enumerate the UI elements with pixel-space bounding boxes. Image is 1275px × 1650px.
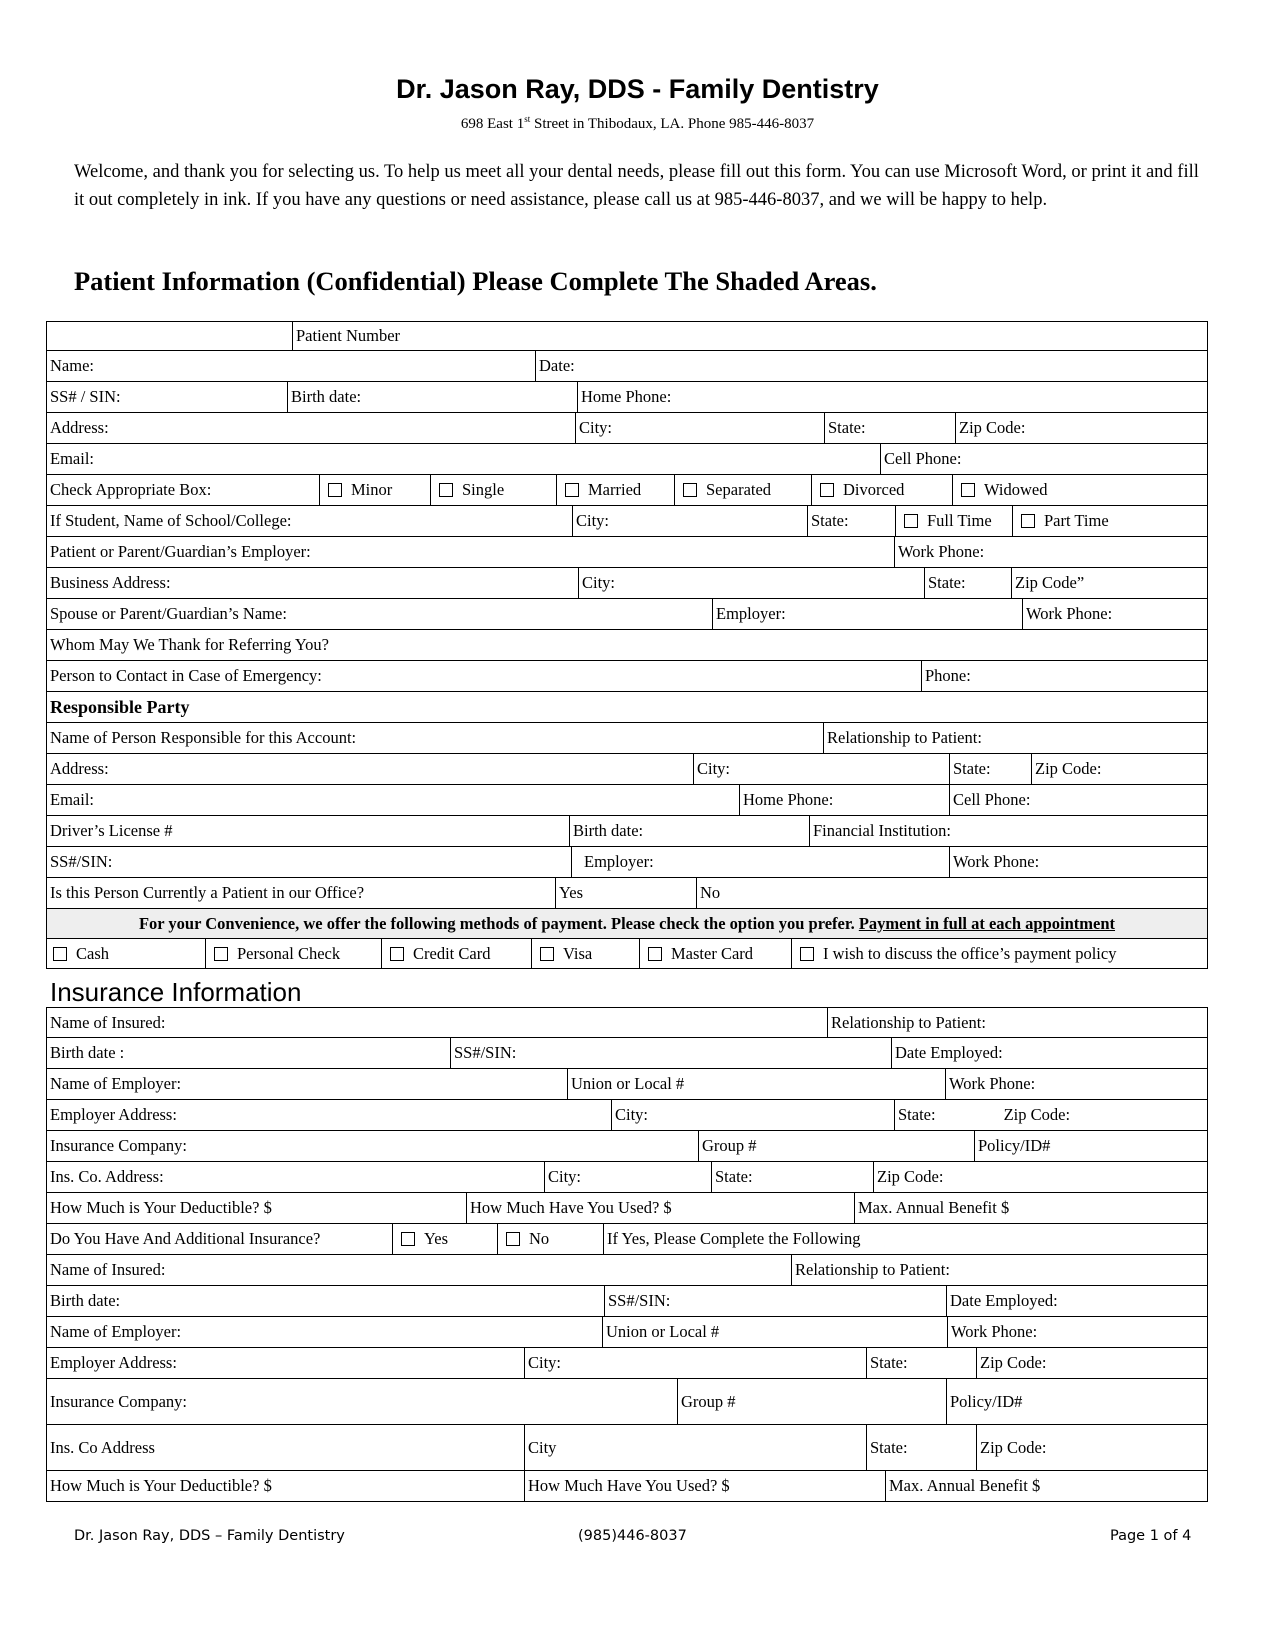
insured2-ss-field[interactable]: SS#/SIN: [604, 1286, 946, 1316]
ins-co-city-field[interactable]: City: [544, 1162, 711, 1192]
address-part: Street in Thibodaux, LA. Phone 985-446-8037 [530, 116, 815, 132]
table-row [46, 1255, 1208, 1286]
insurance2-company-field[interactable]: Insurance Company: [50, 1391, 188, 1411]
business-zip-field[interactable]: Zip Code” [1011, 568, 1207, 598]
table-row [46, 785, 1208, 816]
option-label: Visa [563, 943, 593, 963]
option-label: Minor [351, 480, 393, 499]
current-patient-no[interactable]: No [696, 878, 1207, 908]
additional-insurance-label: Do You Have And Additional Insurance? [50, 1229, 321, 1248]
table-row [46, 1038, 1208, 1069]
table-row [46, 1193, 1208, 1224]
checkbox[interactable] [390, 947, 404, 961]
school-city-field[interactable]: City: [572, 506, 807, 536]
table-row [46, 1131, 1208, 1162]
cash-option[interactable] [47, 939, 205, 968]
state-field[interactable]: State: [824, 413, 955, 443]
option-label: Part Time [1044, 511, 1109, 530]
practice-address [0, 114, 1275, 133]
insured-date-employed-field[interactable]: Date Employed: [891, 1038, 1207, 1068]
date-field[interactable]: Date: [535, 351, 1207, 381]
blank-cell [47, 322, 292, 350]
full-time-option[interactable] [895, 506, 1012, 536]
license-field[interactable]: Driver’s License # [50, 821, 173, 840]
responsible-party-heading: Responsible Party [50, 696, 190, 717]
ins2-co-state-field[interactable]: State: [866, 1425, 976, 1470]
responsible-cell-phone-field[interactable]: Cell Phone: [949, 785, 1207, 815]
deductible-field[interactable]: How Much is Your Deductible? $ [50, 1198, 272, 1217]
insured2-birth-date-field[interactable]: Birth date: [50, 1291, 121, 1310]
table-row [46, 878, 1208, 909]
insurance-group-field[interactable]: Group # [698, 1131, 974, 1161]
table-row [46, 816, 1208, 847]
referral-field[interactable]: Whom May We Thank for Referring You? [50, 635, 329, 654]
responsible-address-field[interactable]: Address: [50, 759, 109, 778]
checkbox[interactable] [820, 483, 834, 497]
responsible-birth-date-field[interactable]: Birth date: [569, 816, 809, 846]
table-row [46, 754, 1208, 785]
divorced-option[interactable] [811, 475, 952, 505]
additional-no-option[interactable] [497, 1224, 603, 1254]
table-row [46, 1348, 1208, 1379]
patient-number-field[interactable]: Patient Number [292, 322, 1207, 350]
insured2-name-field[interactable]: Name of Insured: [50, 1260, 166, 1279]
table-row [46, 475, 1208, 506]
checkbox[interactable] [648, 947, 662, 961]
table-row [46, 321, 1208, 351]
city-field[interactable]: City: [575, 413, 824, 443]
table-row [46, 1100, 1208, 1131]
insured-employer-state-field[interactable] [894, 1100, 1207, 1130]
table-row [46, 1007, 1208, 1038]
address-sup: st [524, 114, 531, 124]
table-row [46, 692, 1208, 723]
table-row [46, 909, 1208, 939]
discuss-policy-option[interactable] [791, 939, 1207, 968]
table-row [46, 1224, 1208, 1255]
home-phone-field[interactable]: Home Phone: [577, 382, 1207, 412]
ins2-co-zip-field[interactable]: Zip Code: [976, 1425, 1207, 1470]
checkbox[interactable] [565, 483, 579, 497]
personal-check-option[interactable] [205, 939, 381, 968]
patient-section-title: Patient Information (Confidential) Please Complete The Shaded Areas. [74, 266, 877, 296]
widowed-option[interactable] [952, 475, 1207, 505]
part-time-option[interactable] [1012, 506, 1207, 536]
insurance-info-table [46, 1007, 1208, 1502]
business-city-field[interactable]: City: [578, 568, 924, 598]
checkbox[interactable] [540, 947, 554, 961]
master-card-option[interactable] [639, 939, 791, 968]
option-label: Personal Check [237, 943, 341, 963]
address-field[interactable]: Address: [50, 418, 109, 437]
email-field[interactable]: Email: [50, 449, 94, 468]
table-row [46, 1379, 1208, 1425]
name-field[interactable]: Name: [50, 356, 94, 375]
married-option[interactable] [556, 475, 674, 505]
checkbox[interactable] [328, 483, 342, 497]
insured-employer-address-field[interactable]: Employer Address: [50, 1105, 177, 1124]
welcome-text: Welcome, and thank you for selecting us. To help us meet all your dental needs, please fill out this form. You can use Microsoft Word, or print it and fill it out completely in ink. If you have any questions or need assistance, please call us at 985-446-8037, and we will be happy to help. [74, 162, 1199, 210]
insurance-company-field[interactable]: Insurance Company: [50, 1136, 188, 1155]
table-row [46, 568, 1208, 599]
insured-employer-field[interactable]: Name of Employer: [50, 1074, 182, 1093]
minor-option[interactable] [319, 475, 430, 505]
if-yes-note: If Yes, Please Complete the Following [603, 1224, 1207, 1254]
ins2-co-city-field[interactable]: City [524, 1425, 866, 1470]
insured-name-field[interactable]: Name of Insured: [50, 1012, 166, 1032]
insured2-work-phone-field[interactable]: Work Phone: [947, 1317, 1207, 1347]
birth-date-field[interactable]: Birth date: [287, 382, 577, 412]
insured2-employer-city-field[interactable]: City: [524, 1348, 866, 1378]
option-label: Separated [706, 480, 772, 499]
checkbox[interactable] [439, 483, 453, 497]
table-row [46, 723, 1208, 754]
business-state-field[interactable]: State: [924, 568, 1011, 598]
table-row [46, 661, 1208, 692]
checkbox[interactable] [800, 947, 814, 961]
patient-info-table [46, 321, 1208, 969]
spouse-field[interactable]: Spouse or Parent/Guardian’s Name: [50, 604, 287, 623]
responsible-email-field[interactable]: Email: [50, 790, 94, 809]
option-label: Master Card [671, 943, 754, 963]
table-row [46, 382, 1208, 413]
responsible-ss-field[interactable]: SS#/SIN: [50, 852, 113, 871]
table-row [46, 506, 1208, 537]
insured-employer-city-field[interactable]: City: [611, 1100, 894, 1130]
responsible-work-phone-field[interactable]: Work Phone: [949, 847, 1207, 877]
option-label: Credit Card [413, 943, 491, 963]
payment-note [47, 909, 1207, 938]
insured2-employer-zip-field[interactable]: Zip Code: [976, 1348, 1207, 1378]
option-label: Married [588, 480, 642, 499]
zip-label: Zip Code: [1003, 1105, 1071, 1124]
state-label: State: [898, 1105, 936, 1124]
table-row [46, 847, 1208, 878]
insured-union-field[interactable]: Union or Local # [567, 1069, 945, 1099]
table-row [46, 351, 1208, 382]
table-row [46, 599, 1208, 630]
table-row [46, 413, 1208, 444]
single-option[interactable] [430, 475, 556, 505]
option-label: Cash [76, 943, 109, 963]
option-label: Full Time [927, 511, 992, 530]
table-row [46, 630, 1208, 661]
table-row [46, 1471, 1208, 1502]
visa-option[interactable] [531, 939, 639, 968]
address-part: 698 East 1 [460, 116, 525, 132]
used-field[interactable]: How Much Have You Used? $ [466, 1193, 854, 1223]
additional-yes-option[interactable] [392, 1224, 497, 1254]
option-label: Yes [424, 1229, 449, 1248]
table-row [46, 1069, 1208, 1100]
business-address-field[interactable]: Business Address: [50, 573, 171, 592]
practice-title: Dr. Jason Ray, DDS - Family Dentistry [396, 74, 879, 104]
ins-co-zip-field[interactable]: Zip Code: [873, 1162, 1207, 1192]
check-box-label: Check Appropriate Box: [50, 480, 212, 499]
table-row [46, 939, 1208, 969]
checkbox[interactable] [1021, 514, 1035, 528]
payment-note-underlined: Payment in full at each appointment [858, 913, 1116, 933]
ins2-co-address-field[interactable]: Ins. Co Address [50, 1437, 155, 1457]
table-row [46, 537, 1208, 568]
school-field[interactable]: If Student, Name of School/College: [50, 511, 292, 530]
responsible-relationship-field[interactable]: Relationship to Patient: [823, 723, 1207, 753]
insured2-relationship-field[interactable]: Relationship to Patient: [791, 1255, 1207, 1285]
footer-left: Dr. Jason Ray, DDS – Family Dentistry [74, 1528, 345, 1544]
work-phone-field[interactable]: Work Phone: [894, 537, 1207, 567]
footer-page-number: Page 1 of 4 [1110, 1528, 1192, 1544]
school-state-field[interactable]: State: [807, 506, 895, 536]
responsible-name-field[interactable]: Name of Person Responsible for this Account: [50, 728, 357, 747]
responsible-employer-field[interactable]: Employer: [571, 847, 949, 877]
spouse-work-phone-field[interactable]: Work Phone: [1022, 599, 1207, 629]
employer-field[interactable]: Patient or Parent/Guardian’s Employer: [50, 542, 311, 561]
checkbox[interactable] [904, 514, 918, 528]
insurance-policy-field[interactable]: Policy/ID# [974, 1131, 1207, 1161]
insured2-employer-address-field[interactable]: Employer Address: [50, 1353, 177, 1372]
table-row [46, 444, 1208, 475]
ins-co-address-field[interactable]: Ins. Co. Address: [50, 1167, 164, 1186]
used2-field[interactable]: How Much Have You Used? $ [524, 1471, 885, 1501]
insured-relationship-field[interactable]: Relationship to Patient: [827, 1008, 1207, 1037]
footer-center: (985)446-8037 [578, 1528, 687, 1544]
ins-co-state-field[interactable]: State: [711, 1162, 873, 1192]
insured2-union-field[interactable]: Union or Local # [602, 1317, 947, 1347]
responsible-state-field[interactable]: State: [949, 754, 1031, 784]
financial-institution-field[interactable]: Financial Institution: [809, 816, 1207, 846]
checkbox[interactable] [506, 1232, 520, 1246]
current-patient-label: Is this Person Currently a Patient in our Office? [50, 883, 365, 902]
responsible-zip-field[interactable]: Zip Code: [1031, 754, 1207, 784]
option-label: Widowed [984, 480, 1048, 499]
checkbox[interactable] [683, 483, 697, 497]
separated-option[interactable] [674, 475, 811, 505]
spouse-employer-field[interactable]: Employer: [712, 599, 1022, 629]
table-row [46, 1317, 1208, 1348]
insurance2-policy-field[interactable]: Policy/ID# [946, 1379, 1207, 1424]
checkbox[interactable] [53, 947, 67, 961]
cell-phone-field[interactable]: Cell Phone: [880, 444, 1207, 474]
option-label: Divorced [843, 480, 905, 499]
option-label: I wish to discuss the office’s payment policy [823, 943, 1117, 963]
credit-card-option[interactable] [381, 939, 531, 968]
insured2-employer-state-field[interactable]: State: [866, 1348, 976, 1378]
insured2-employer-field[interactable]: Name of Employer: [50, 1322, 182, 1341]
option-label: No [529, 1229, 550, 1248]
checkbox[interactable] [961, 483, 975, 497]
checkbox[interactable] [214, 947, 228, 961]
option-label: Single [462, 480, 505, 499]
deductible2-field[interactable]: How Much is Your Deductible? $ [50, 1476, 272, 1495]
insurance2-group-field[interactable]: Group # [677, 1379, 946, 1424]
insured-work-phone-field[interactable]: Work Phone: [945, 1069, 1207, 1099]
responsible-home-phone-field[interactable]: Home Phone: [739, 785, 949, 815]
emergency-phone-field[interactable]: Phone: [921, 661, 1207, 691]
ss-field[interactable]: SS# / SIN: [50, 387, 121, 406]
table-row [46, 1425, 1208, 1471]
responsible-city-field[interactable]: City: [693, 754, 949, 784]
zip-field[interactable]: Zip Code: [955, 413, 1207, 443]
table-row [46, 1286, 1208, 1317]
insured-ss-field[interactable]: SS#/SIN: [450, 1038, 891, 1068]
table-row [46, 1162, 1208, 1193]
insurance-section-title: Insurance Information [50, 977, 302, 1007]
current-patient-yes[interactable]: Yes [555, 878, 696, 908]
max-benefit-field[interactable]: Max. Annual Benefit $ [854, 1193, 1207, 1223]
max-benefit2-field[interactable]: Max. Annual Benefit $ [885, 1471, 1207, 1501]
emergency-contact-field[interactable]: Person to Contact in Case of Emergency: [50, 666, 322, 685]
insured2-date-employed-field[interactable]: Date Employed: [946, 1286, 1207, 1316]
checkbox[interactable] [401, 1232, 415, 1246]
payment-note-text: For your Convenience, we offer the following methods of payment. Please check the option you prefer. [138, 913, 855, 933]
insured-birth-date-field[interactable]: Birth date : [50, 1043, 125, 1062]
